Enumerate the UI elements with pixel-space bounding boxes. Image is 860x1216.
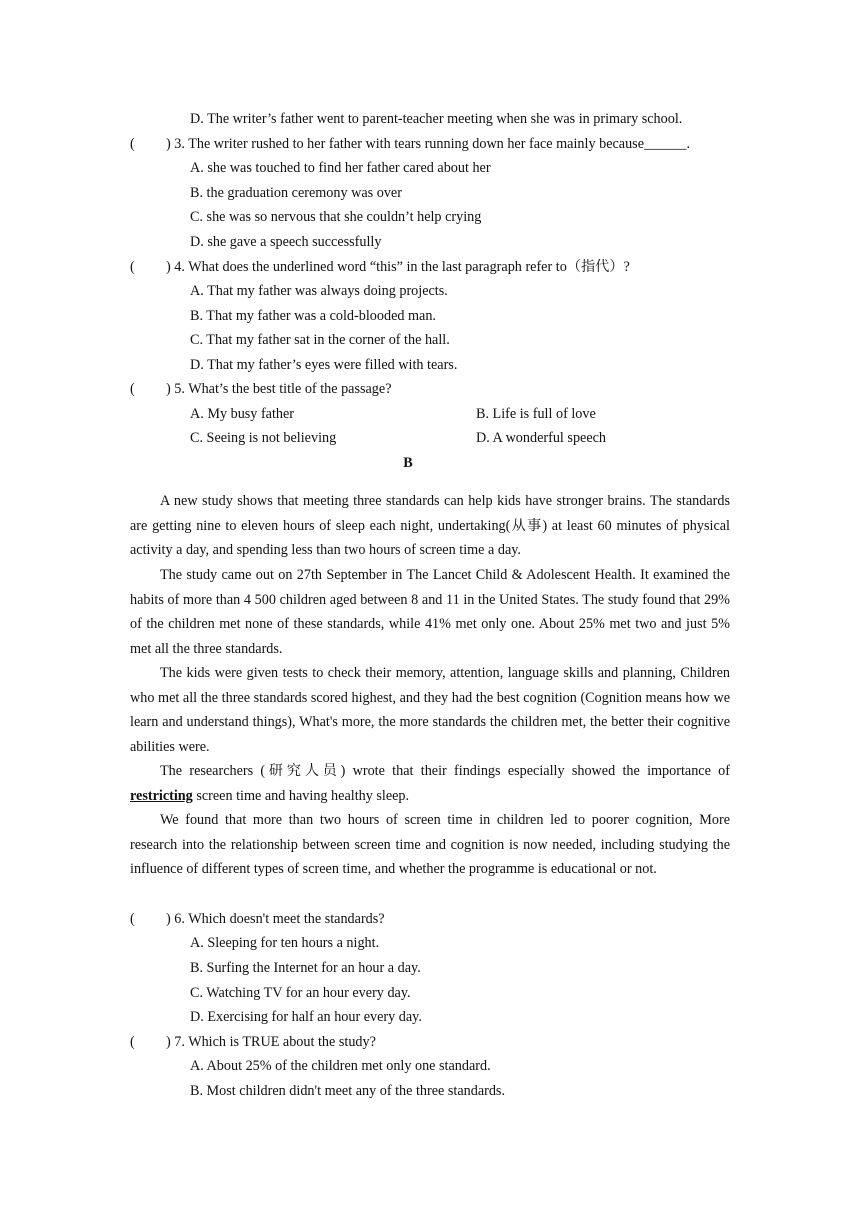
question-3 (130, 134, 690, 154)
answer-blank-3[interactable]: ( (130, 136, 135, 152)
q7-option-b: B. Most children didn't meet any of the three standards. (190, 1083, 505, 1099)
q4-option-b: B. That my father was a cold-blooded man. (190, 308, 436, 324)
paragraph-4-text-end: screen time and having healthy sleep. (192, 787, 410, 804)
q3-option-c: C. she was so nervous that she couldn’t help crying (190, 209, 482, 225)
passage-paragraph-4 (130, 759, 730, 808)
q5-option-d: D. A wonderful speech (476, 430, 607, 446)
q5-option-b: B. Life is full of love (476, 406, 596, 422)
question-6 (130, 909, 385, 929)
underlined-word-restricting: restricting (130, 787, 193, 804)
question-3-text: ) 3. The writer rushed to her father with tears running down her face mainly because______. (166, 136, 691, 152)
passage-paragraph-1: A new study shows that meeting three standards can help kids have stronger brains. The standards are getting nine to eleven hours of sleep each night, undertaking(从事) at least 60 minutes of physical activity a day, and spending less than two hours of screen time a day. (130, 493, 730, 559)
q6-option-b: B. Surfing the Internet for an hour a day. (190, 960, 421, 976)
question-7 (130, 1032, 376, 1052)
passage-paragraph-5: We found that more than two hours of screen time in children led to poorer cognition, More research into the relationship between screen time and cognition is now needed, including studying the influence of different types of screen time, and whether the programme is educational or not. (130, 812, 730, 878)
q3-option-a: A. she was touched to find her father cared about her (190, 160, 491, 176)
q3-option-d: D. she gave a speech successfully (190, 234, 382, 250)
q5-option-a: A. My busy father (190, 406, 295, 422)
question-5 (130, 379, 392, 399)
question-6-text: ) 6. Which doesn't meet the standards? (166, 911, 385, 927)
answer-blank-4[interactable]: ( (130, 259, 135, 275)
q3-option-b: B. the graduation ceremony was over (190, 185, 402, 201)
q4-option-a: A. That my father was always doing projects. (190, 283, 448, 299)
q7-option-a: A. About 25% of the children met only one standard. (190, 1058, 491, 1074)
q4-option-d: D. That my father’s eyes were filled with tears. (190, 357, 458, 373)
passage-paragraph-2: The study came out on 27th September in The Lancet Child & Adolescent Health. It examined the habits of more than 4 500 children aged between 8 and 11 in the United States. The study found that 29% of the children met none of these standards, while 41% met only one. About 25% met two and just 5% met all the three standards. (130, 567, 730, 657)
answer-blank-7[interactable]: ( (130, 1034, 135, 1050)
q4-option-c: C. That my father sat in the corner of the hall. (190, 332, 450, 348)
paragraph-4-text-start: The researchers (研究人员) wrote that their findings especially showed the importance of (160, 763, 730, 779)
q6-option-c: C. Watching TV for an hour every day. (190, 985, 411, 1001)
question-4-text: ) 4. What does the underlined word “this” in the last paragraph refer to（指代）? (166, 259, 630, 275)
question-4 (130, 257, 630, 277)
answer-blank-5[interactable]: ( (130, 381, 135, 397)
answer-blank-6[interactable]: ( (130, 911, 135, 927)
q2-option-d: D. The writer’s father went to parent-teacher meeting when she was in primary school. (190, 111, 683, 127)
section-b-heading: B (403, 455, 413, 471)
q5-option-c: C. Seeing is not believing (190, 430, 337, 446)
q6-option-d: D. Exercising for half an hour every day. (190, 1009, 422, 1025)
passage-paragraph-3: The kids were given tests to check their memory, attention, language skills and planning, Children who met all the three standards scored highest, and they had the best cognition (Cognition means how we learn and understand things), What's more, the more standards the children met, the better their cognitive abilities were. (130, 665, 730, 755)
question-5-text: ) 5. What’s the best title of the passage? (166, 381, 392, 397)
q6-option-a: A. Sleeping for ten hours a night. (190, 935, 380, 951)
question-7-text: ) 7. Which is TRUE about the study? (166, 1034, 376, 1050)
